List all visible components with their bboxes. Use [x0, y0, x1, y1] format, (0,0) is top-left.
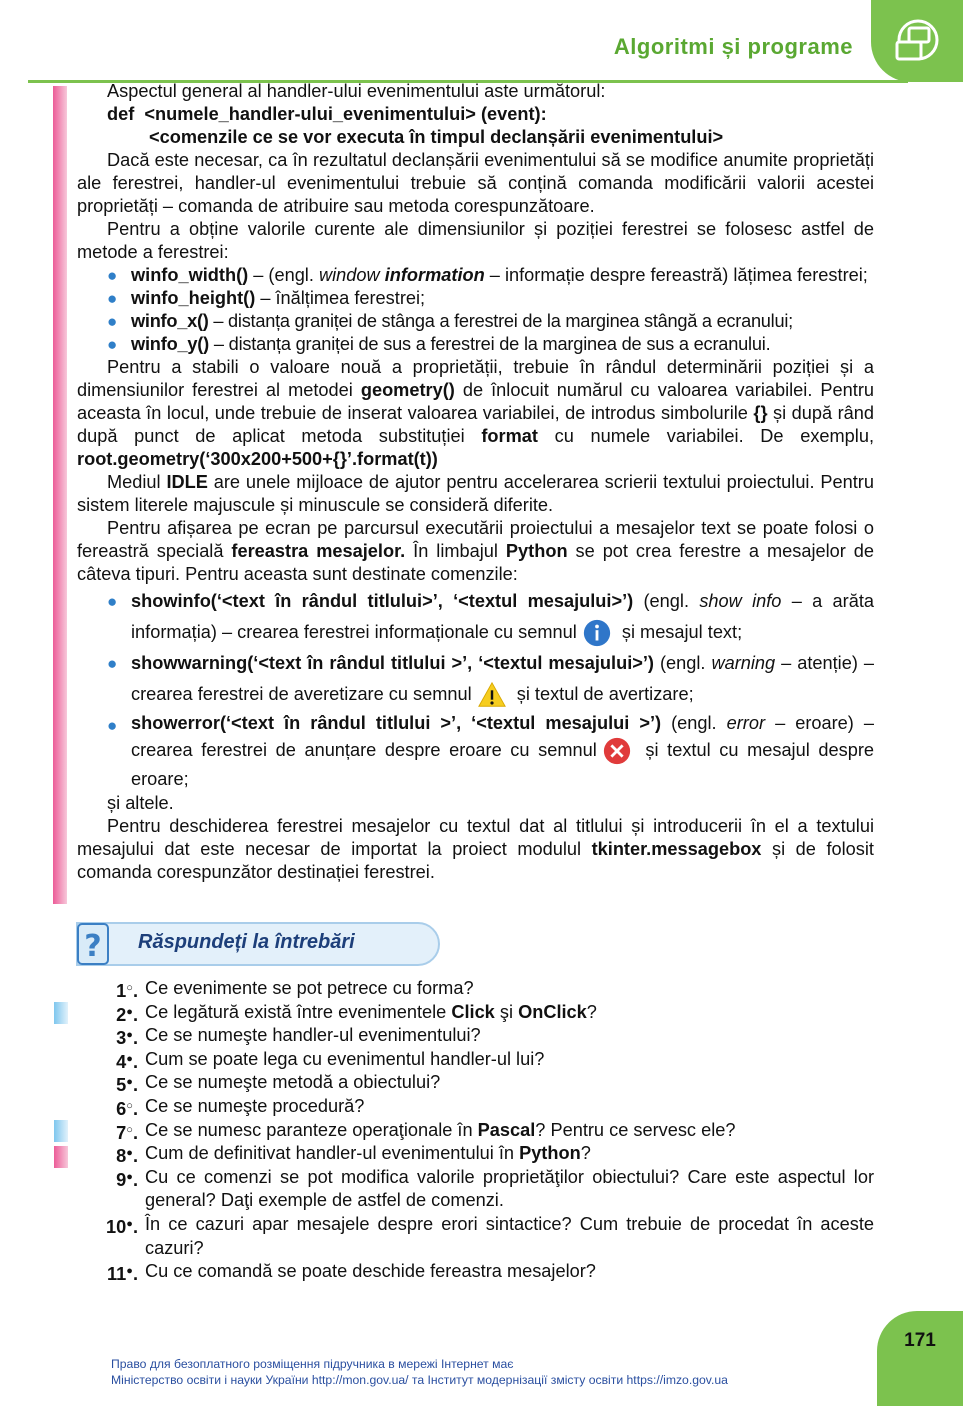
question-text: În ce cazuri apar mesajele despre erori sintactice? Cum trebuie de procedat în aceste cazuri? — [145, 1213, 874, 1258]
paragraph: și altele. — [107, 793, 174, 814]
chapter-title: Algoritmi și programe — [613, 34, 853, 59]
question-item — [82, 1024, 874, 1048]
list-item — [77, 710, 874, 792]
list-text: information — [384, 265, 485, 285]
method-name: winfo_y() — [131, 334, 210, 354]
paragraph: Pentru a obține valorile curente ale dimensiunilor și poziției ferestrei se folosesc astfel de metode a ferestrei: — [77, 219, 874, 262]
list-text: show info — [699, 591, 782, 611]
question-text: Ce se numesc paranteze operaţionale în — [145, 1119, 478, 1140]
question-text: şi — [494, 1001, 519, 1022]
svg-text:?: ? — [84, 929, 102, 964]
bullet-icon: ● — [107, 289, 118, 308]
list-text: (engl. — [633, 591, 700, 611]
list-item — [77, 264, 874, 287]
method-name: showinfo(‘<text în rândul titlului>’, ‘<textul mesajului>’) — [131, 591, 634, 611]
list-item — [77, 648, 874, 710]
list-text: – (engl. — [248, 265, 319, 285]
text: {} — [753, 403, 768, 423]
question-text: OnClick — [518, 1001, 587, 1022]
question-text: ? Pentru ce servesc ele? — [535, 1119, 736, 1140]
question-number: 6○. — [116, 1098, 138, 1119]
question-item — [82, 1095, 874, 1119]
method-name: winfo_height() — [131, 288, 256, 308]
side-marker — [54, 1002, 68, 1024]
questions-list — [82, 977, 874, 1284]
question-text: ? — [586, 1001, 597, 1022]
page-number-tab — [877, 1311, 963, 1406]
text: fereastra mesajelor. — [231, 541, 406, 561]
bullet-icon: ● — [107, 654, 118, 674]
list-text: – distanța graniței de sus a ferestrei de la marginea de sus a ecranului. — [209, 334, 771, 354]
question-number: 5●. — [116, 1075, 138, 1096]
question-text: Click — [451, 1001, 495, 1022]
questions-title: Răspundeți la întrebări — [138, 931, 355, 953]
question-item — [82, 1119, 874, 1143]
question-item — [82, 1071, 874, 1095]
question-text: Cum se poate lega cu evenimentul handler-ul lui? — [145, 1048, 545, 1069]
text: tkinter.messagebox — [591, 839, 762, 860]
text: IDLE — [166, 472, 208, 492]
list-text: și textul de avertizare; — [511, 684, 694, 705]
code-line: <comenzile ce se vor executa în timpul declanșării evenimentului> — [149, 127, 724, 147]
method-name: winfo_width() — [131, 265, 249, 285]
question-item — [82, 1001, 874, 1025]
text: cu numele variabilei. De exemplu, — [537, 426, 874, 446]
list-text: – distanța graniței de stânga a ferestrei de la marginea stângă a ecranului; — [208, 311, 793, 331]
question-number: 2●. — [116, 1004, 138, 1025]
question-text: Ce evenimente se pot petrece cu forma? — [145, 978, 474, 998]
computer-icon — [891, 18, 941, 66]
bullet-icon: ● — [107, 312, 118, 331]
question-text: Ce se numeşte metodă a obiectului? — [145, 1072, 441, 1093]
code-keyword: def — [107, 104, 135, 124]
list-item — [77, 333, 874, 356]
text: format — [481, 426, 538, 446]
list-text: warning — [711, 653, 776, 674]
question-text: Ce se numeşte procedură? — [145, 1095, 365, 1116]
question-number: 1○. — [116, 981, 138, 1001]
text: Pentru deschiderea ferestrei mesajelor cu textul dat al titlului și introducerii în el a textului mesajului dat este necesar de importat la proiect modulul — [77, 816, 874, 860]
error-icon — [601, 736, 633, 766]
list-text: – a arăta informația) – crearea ferestrei informaționale cu semnul — [131, 591, 874, 642]
question-item — [82, 1213, 874, 1260]
text: În limbajul — [405, 541, 506, 561]
list-text: (engl. — [661, 713, 727, 734]
text: Mediul — [107, 472, 167, 492]
main-text — [77, 80, 874, 884]
list-text: – înălțimea ferestrei; — [255, 288, 426, 308]
question-text: Pascal — [477, 1119, 536, 1140]
question-text: Ce legătură există între evenimentele — [145, 1001, 452, 1022]
list-text: – eroare) – crearea ferestrei de anunțare despre eroare cu semnul — [131, 713, 874, 761]
warning-icon — [476, 680, 508, 710]
question-item — [82, 977, 874, 1001]
question-number: 9●. — [116, 1169, 138, 1190]
list-text: – atenție) – crearea ferestrei de averetizare cu semnul — [131, 653, 874, 705]
list-text: (engl. — [653, 653, 712, 674]
text: de înlocuit numărul cu valoarea variabilei. Pentru aceasta în locul, unde trebuie de inserat valoarea variabilei, de introdus simbolurile — [77, 380, 874, 423]
paragraph — [77, 517, 874, 586]
list-text: și mesajul text; — [616, 622, 743, 642]
question-text: Cum de definitivat handler-ul evenimentului în — [145, 1143, 520, 1164]
text: are unele mijloace de ajutor pentru accelerarea scrierii textului proiectului. Pentru sistem literele majuscule și minuscule se consideră diferite. — [77, 472, 874, 515]
list-item — [77, 586, 874, 648]
method-name: showwarning(‘<text în rândul titlului >’, ‘<textul mesajului>’) — [131, 653, 654, 674]
text: Pentru a stabili o valoare nouă a proprietății, trebuie în rândul determinării poziției și a dimensiunilor ferestrei al metodei — [77, 357, 874, 400]
question-item — [82, 1260, 874, 1284]
question-number: 8●. — [116, 1146, 138, 1167]
code-text: <numele_handler-ului_evenimentului> (event): — [144, 104, 547, 124]
margin-bar — [53, 86, 67, 904]
list-text: window — [318, 265, 385, 285]
side-marker — [54, 1146, 68, 1168]
list-text: error — [726, 713, 766, 734]
paragraph: Aspectul general al handler-ului evenimentului aste următorul: — [107, 81, 606, 101]
paragraph: Dacă este necesar, ca în rezultatul declanșării evenimentului să se modifice anumite proprietăți ale ferestrei, handler-ul evenimentului trebuie să conțină comanda modificării valorii acestei proprietăți – comanda de atribuire sau metoda corespunzătoare. — [77, 150, 874, 216]
question-text: Cu ce comandă se poate deschide fereastra mesajelor? — [145, 1261, 596, 1282]
question-item — [82, 1048, 874, 1072]
code-example: root.geometry(‘300x200+500+{}’.format(t)) — [77, 449, 438, 469]
question-text: Cu ce comenzi se pot modifica valorile proprietăţilor obiectului? Care este aspectul lor general? Daţi exemple de astfel de comenzi. — [145, 1166, 874, 1211]
question-number: 7○. — [116, 1122, 138, 1143]
question-item — [82, 1166, 874, 1213]
question-icon — [74, 920, 114, 970]
paragraph — [77, 356, 874, 471]
question-number: 4●. — [116, 1051, 138, 1072]
bullet-icon: ● — [107, 335, 118, 354]
footer-line: Міністерство освіти і науки України http://mon.gov.ua/ та Інститут модернізації змісту освіти https://imzo.gov.ua — [111, 1373, 728, 1387]
question-text: Ce se numeşte handler-ul evenimentului? — [145, 1025, 481, 1046]
text: geometry() — [360, 380, 455, 400]
list-item — [77, 287, 874, 310]
text: Python — [505, 541, 568, 561]
questions-banner — [76, 922, 440, 966]
side-marker — [54, 1120, 68, 1142]
question-number: 3●. — [116, 1028, 138, 1049]
paragraph — [77, 471, 874, 517]
method-name: showerror(‘<text în rândul titlului >’, ‘<textul mesajului >’) — [131, 713, 662, 734]
question-number: 10●. — [106, 1216, 138, 1237]
bullet-icon: ● — [107, 716, 118, 736]
list-text: – informație despre fereastră) lățimea ferestrei; — [484, 265, 868, 285]
paragraph — [77, 815, 874, 884]
footer-line: Право для безоплатного розміщення підручника в мережі Інтернет має — [111, 1357, 514, 1371]
text: și după rând după punct de aplicat metoda substituției — [77, 403, 874, 446]
text: se pot crea ferestre a mesajelor de câteva tipuri. Pentru aceasta sunt destinate comenzile: — [77, 541, 874, 584]
text: și de folosit comanda corespunzător destinației ferestrei. — [77, 839, 874, 883]
question-text: ? — [580, 1143, 591, 1164]
bullet-icon: ● — [107, 266, 118, 285]
code-line — [77, 103, 874, 126]
bullet-icon: ● — [107, 592, 118, 611]
question-item — [82, 1142, 874, 1166]
list-text: și textul cu mesajul despre eroare; — [131, 740, 874, 790]
method-name: winfo_x() — [131, 311, 209, 331]
list-item — [77, 310, 874, 333]
info-icon — [581, 618, 613, 648]
question-text: Python — [519, 1143, 581, 1164]
page-number: 171 — [904, 1330, 936, 1351]
question-number: 11●. — [107, 1264, 138, 1285]
footer-notice — [111, 1356, 728, 1388]
text: Pentru afișarea pe ecran pe parcursul executării proiectului a mesajelor text se poate folosi o fereastră specială — [77, 518, 874, 561]
